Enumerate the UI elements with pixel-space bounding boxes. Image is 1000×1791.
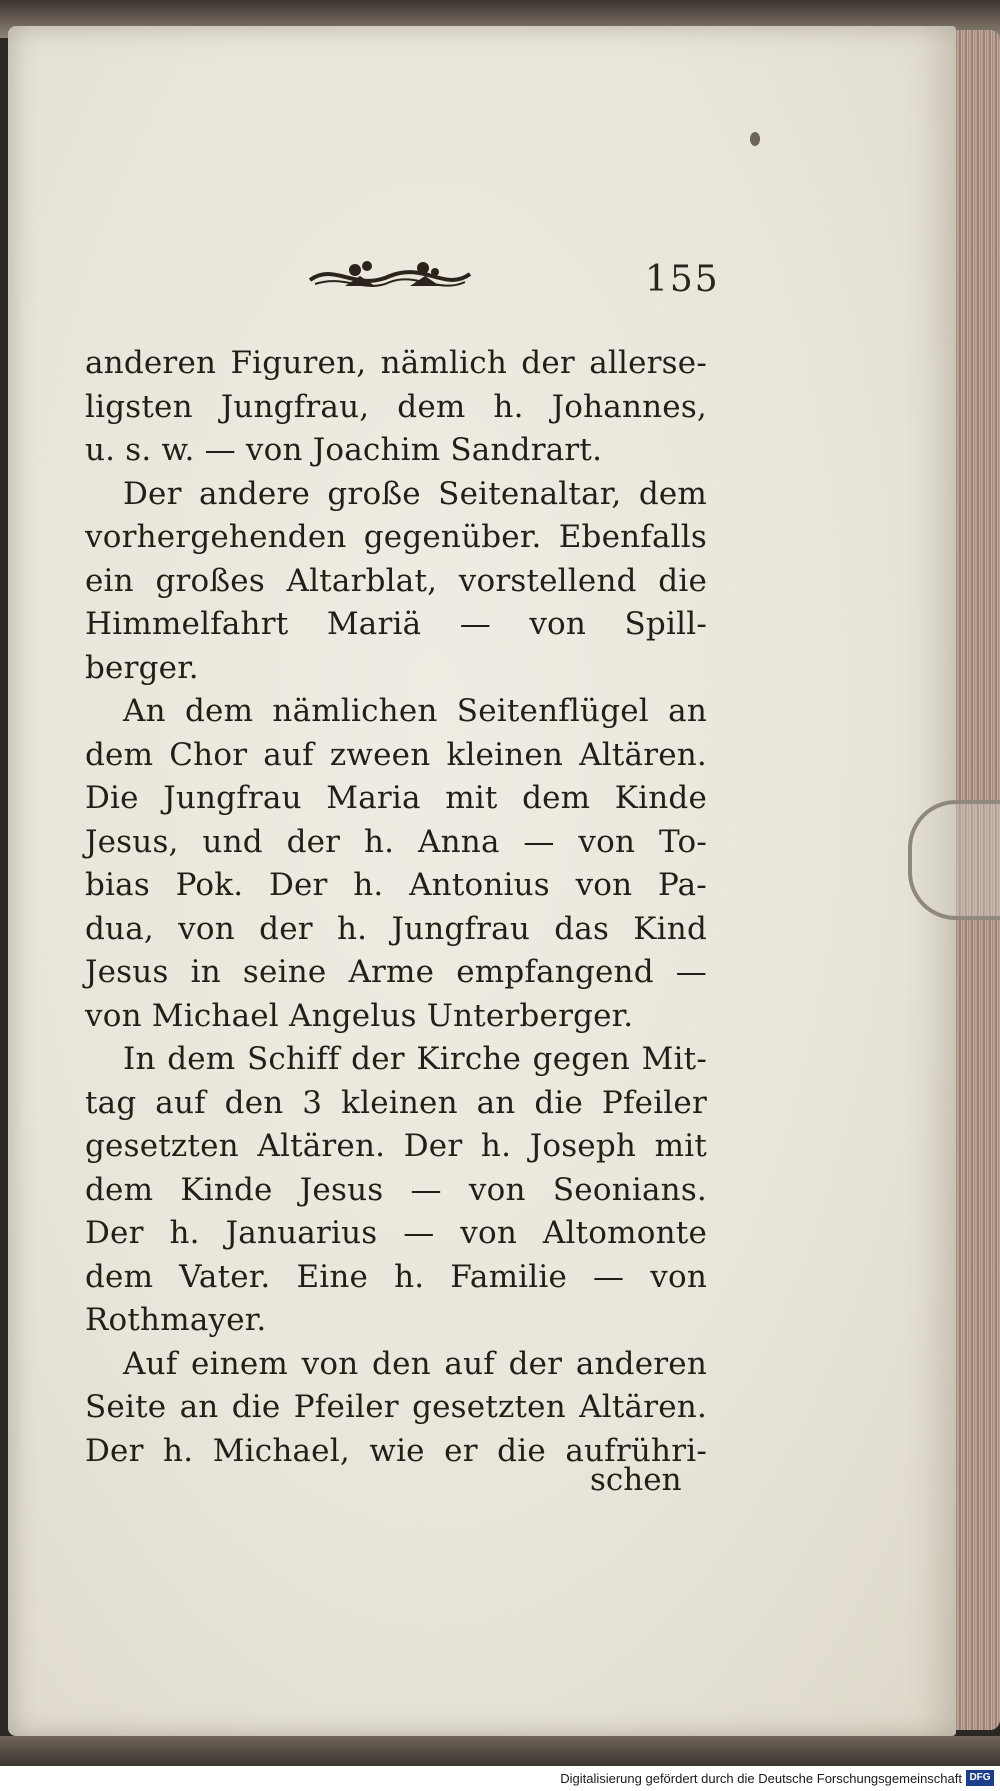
dfg-logo: DFG bbox=[966, 1770, 994, 1786]
text-line: Auf einem von den auf der anderen bbox=[123, 1345, 707, 1382]
page-number: 155 bbox=[645, 259, 720, 300]
funding-credit: Digitalisierung gefördert durch die Deutsche Forschungsgemeinschaft bbox=[560, 1771, 962, 1786]
book-bottom-edge bbox=[0, 1736, 1000, 1766]
text-line: In dem Schiff der Kirche gegen Mit- bbox=[123, 1041, 707, 1077]
text-line: Himmelfahrt Mariä — von Spill- bbox=[85, 606, 707, 642]
header-ornament bbox=[305, 252, 475, 302]
text-line: Die Jungfrau Maria mit dem Kinde bbox=[85, 780, 707, 816]
text-line: Der h. Michael, wie er die aufrühri- bbox=[85, 1432, 707, 1469]
text-line: dua, von der h. Jungfrau das Kind bbox=[85, 910, 707, 947]
ink-speck bbox=[750, 132, 760, 146]
text-line: Seite an die Pfeiler gesetzten Altären. bbox=[85, 1389, 707, 1425]
text-line: dem Chor auf zween kleinen Altären. bbox=[85, 736, 707, 773]
text-line: Jesus in seine Arme empfangend — bbox=[85, 954, 707, 990]
text-line: Der h. Januarius — von Altomonte bbox=[85, 1215, 707, 1251]
text-line: Rothmayer. bbox=[85, 1302, 267, 1338]
page-clip bbox=[908, 800, 1000, 920]
text-line: berger. bbox=[85, 649, 199, 686]
text-line: gesetzten Altären. Der h. Joseph mit bbox=[85, 1128, 707, 1164]
catchword: schen bbox=[590, 1462, 682, 1498]
text-line: Jesus, und der h. Anna — von To- bbox=[85, 823, 707, 860]
text-line: ligsten Jungfrau, dem h. Johannes, bbox=[85, 388, 707, 425]
text-line: ein großes Altarblat, vorstellend die bbox=[85, 562, 707, 599]
text-line: dem Kinde Jesus — von Seonians. bbox=[85, 1171, 707, 1208]
text-line: bias Pok. Der h. Antonius von Pa- bbox=[85, 867, 707, 903]
text-line: tag auf den 3 kleinen an die Pfeiler bbox=[85, 1084, 707, 1121]
body-text bbox=[85, 342, 707, 1473]
text-line: dem Vater. Eine h. Familie — von bbox=[85, 1258, 707, 1295]
text-line: anderen Figuren, nämlich der allerse- bbox=[85, 345, 707, 381]
text-line: vorhergehenden gegenüber. Ebenfalls bbox=[85, 519, 707, 555]
text-line: von Michael Angelus Unterberger. bbox=[85, 997, 634, 1034]
text-line: An dem nämlichen Seitenflügel an bbox=[123, 693, 707, 729]
text-line: u. s. w. — von Joachim Sandrart. bbox=[85, 432, 603, 468]
text-line: Der andere große Seitenaltar, dem bbox=[123, 475, 707, 512]
